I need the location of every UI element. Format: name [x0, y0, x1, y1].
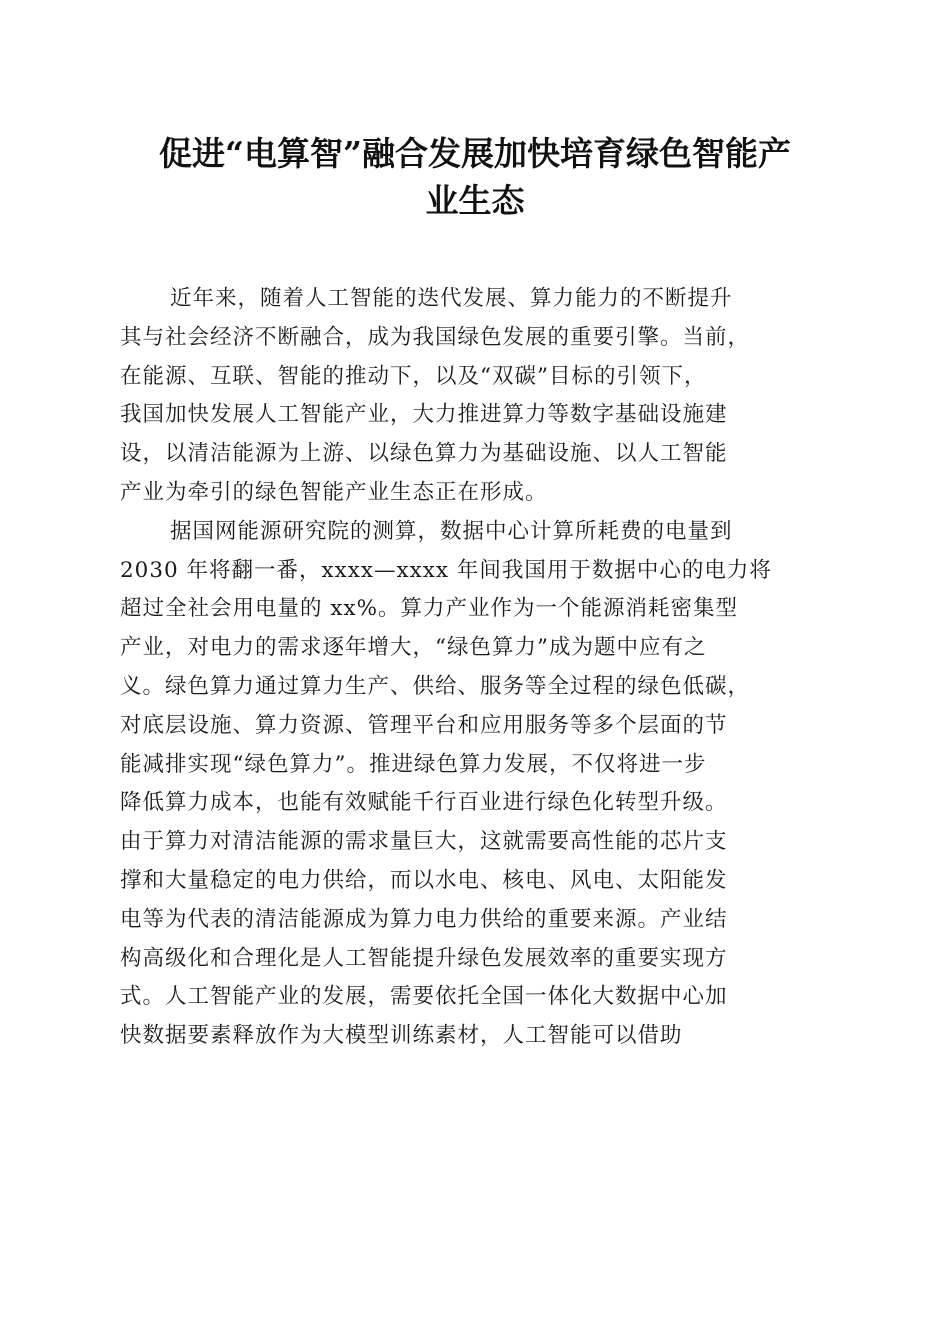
text-line: 产业为牵引的绿色智能产业生态正在形成。 [120, 479, 548, 505]
text-line: 对底层设施、算力资源、管理平台和应用服务等多个层面的节 [120, 712, 728, 738]
text-line: 由于算力对清洁能源的需求量巨大，这就需要高性能的芯片支 [120, 829, 728, 855]
text-line: 其与社会经济不断融合，成为我国绿色发展的重要引擎。当前， [120, 324, 751, 350]
text-line: 降低算力成本，也能有效赋能千行百业进行绿色化转型升级。 [120, 790, 728, 816]
text-line: 快数据要素释放作为大模型训练素材，人工智能可以借助 [120, 1023, 683, 1049]
text-line: 式。人工智能产业的发展，需要依托全国一体化大数据中心加 [120, 984, 728, 1010]
text-line: 构高级化和合理化是人工智能提升绿色发展效率的重要实现方 [120, 945, 728, 971]
text-line: 近年来，随着人工智能的迭代发展、算力能力的不断提升 [170, 286, 733, 311]
document-title [110, 130, 840, 224]
text-line: 产业，对电力的需求逐年增大，“绿色算力”成为题中应有之 [120, 635, 707, 661]
text-line: 电等为代表的清洁能源成为算力电力供给的重要来源。产业结 [120, 906, 728, 932]
text-line: 撑和大量稳定的电力供给，而以水电、核电、风电、太阳能发 [120, 867, 728, 893]
title-line: 促进“电算智”融合发展加快培育绿色智能产 [159, 134, 791, 173]
text-line: 2030 年将翻一番，xxxx—xxxx 年间我国用于数据中心的电力将 [120, 557, 772, 583]
text-line: 设，以清洁能源为上游、以绿色算力为基础设施、以人工智能 [120, 441, 728, 467]
text-line: 在能源、互联、智能的推动下，以及“双碳”目标的引领下， [120, 363, 707, 389]
paragraph-2 [120, 513, 830, 1056]
text-line: 我国加快发展人工智能产业，大力推进算力等数字基础设施建 [120, 402, 728, 428]
text-line: 据国网能源研究院的测算，数据中心计算所耗费的电量到 [170, 518, 733, 544]
title-line: 业生态 [425, 181, 525, 220]
document-body [120, 280, 830, 1056]
text-line: 义。绿色算力通过算力生产、供给、服务等全过程的绿色低碳， [120, 673, 751, 699]
text-line: 超过全社会用电量的 xx%。算力产业作为一个能源消耗密集型 [120, 596, 739, 622]
paragraph-1 [120, 280, 830, 513]
text-line: 能减排实现“绿色算力”。推进绿色算力发展，不仅将进一步 [120, 751, 707, 777]
